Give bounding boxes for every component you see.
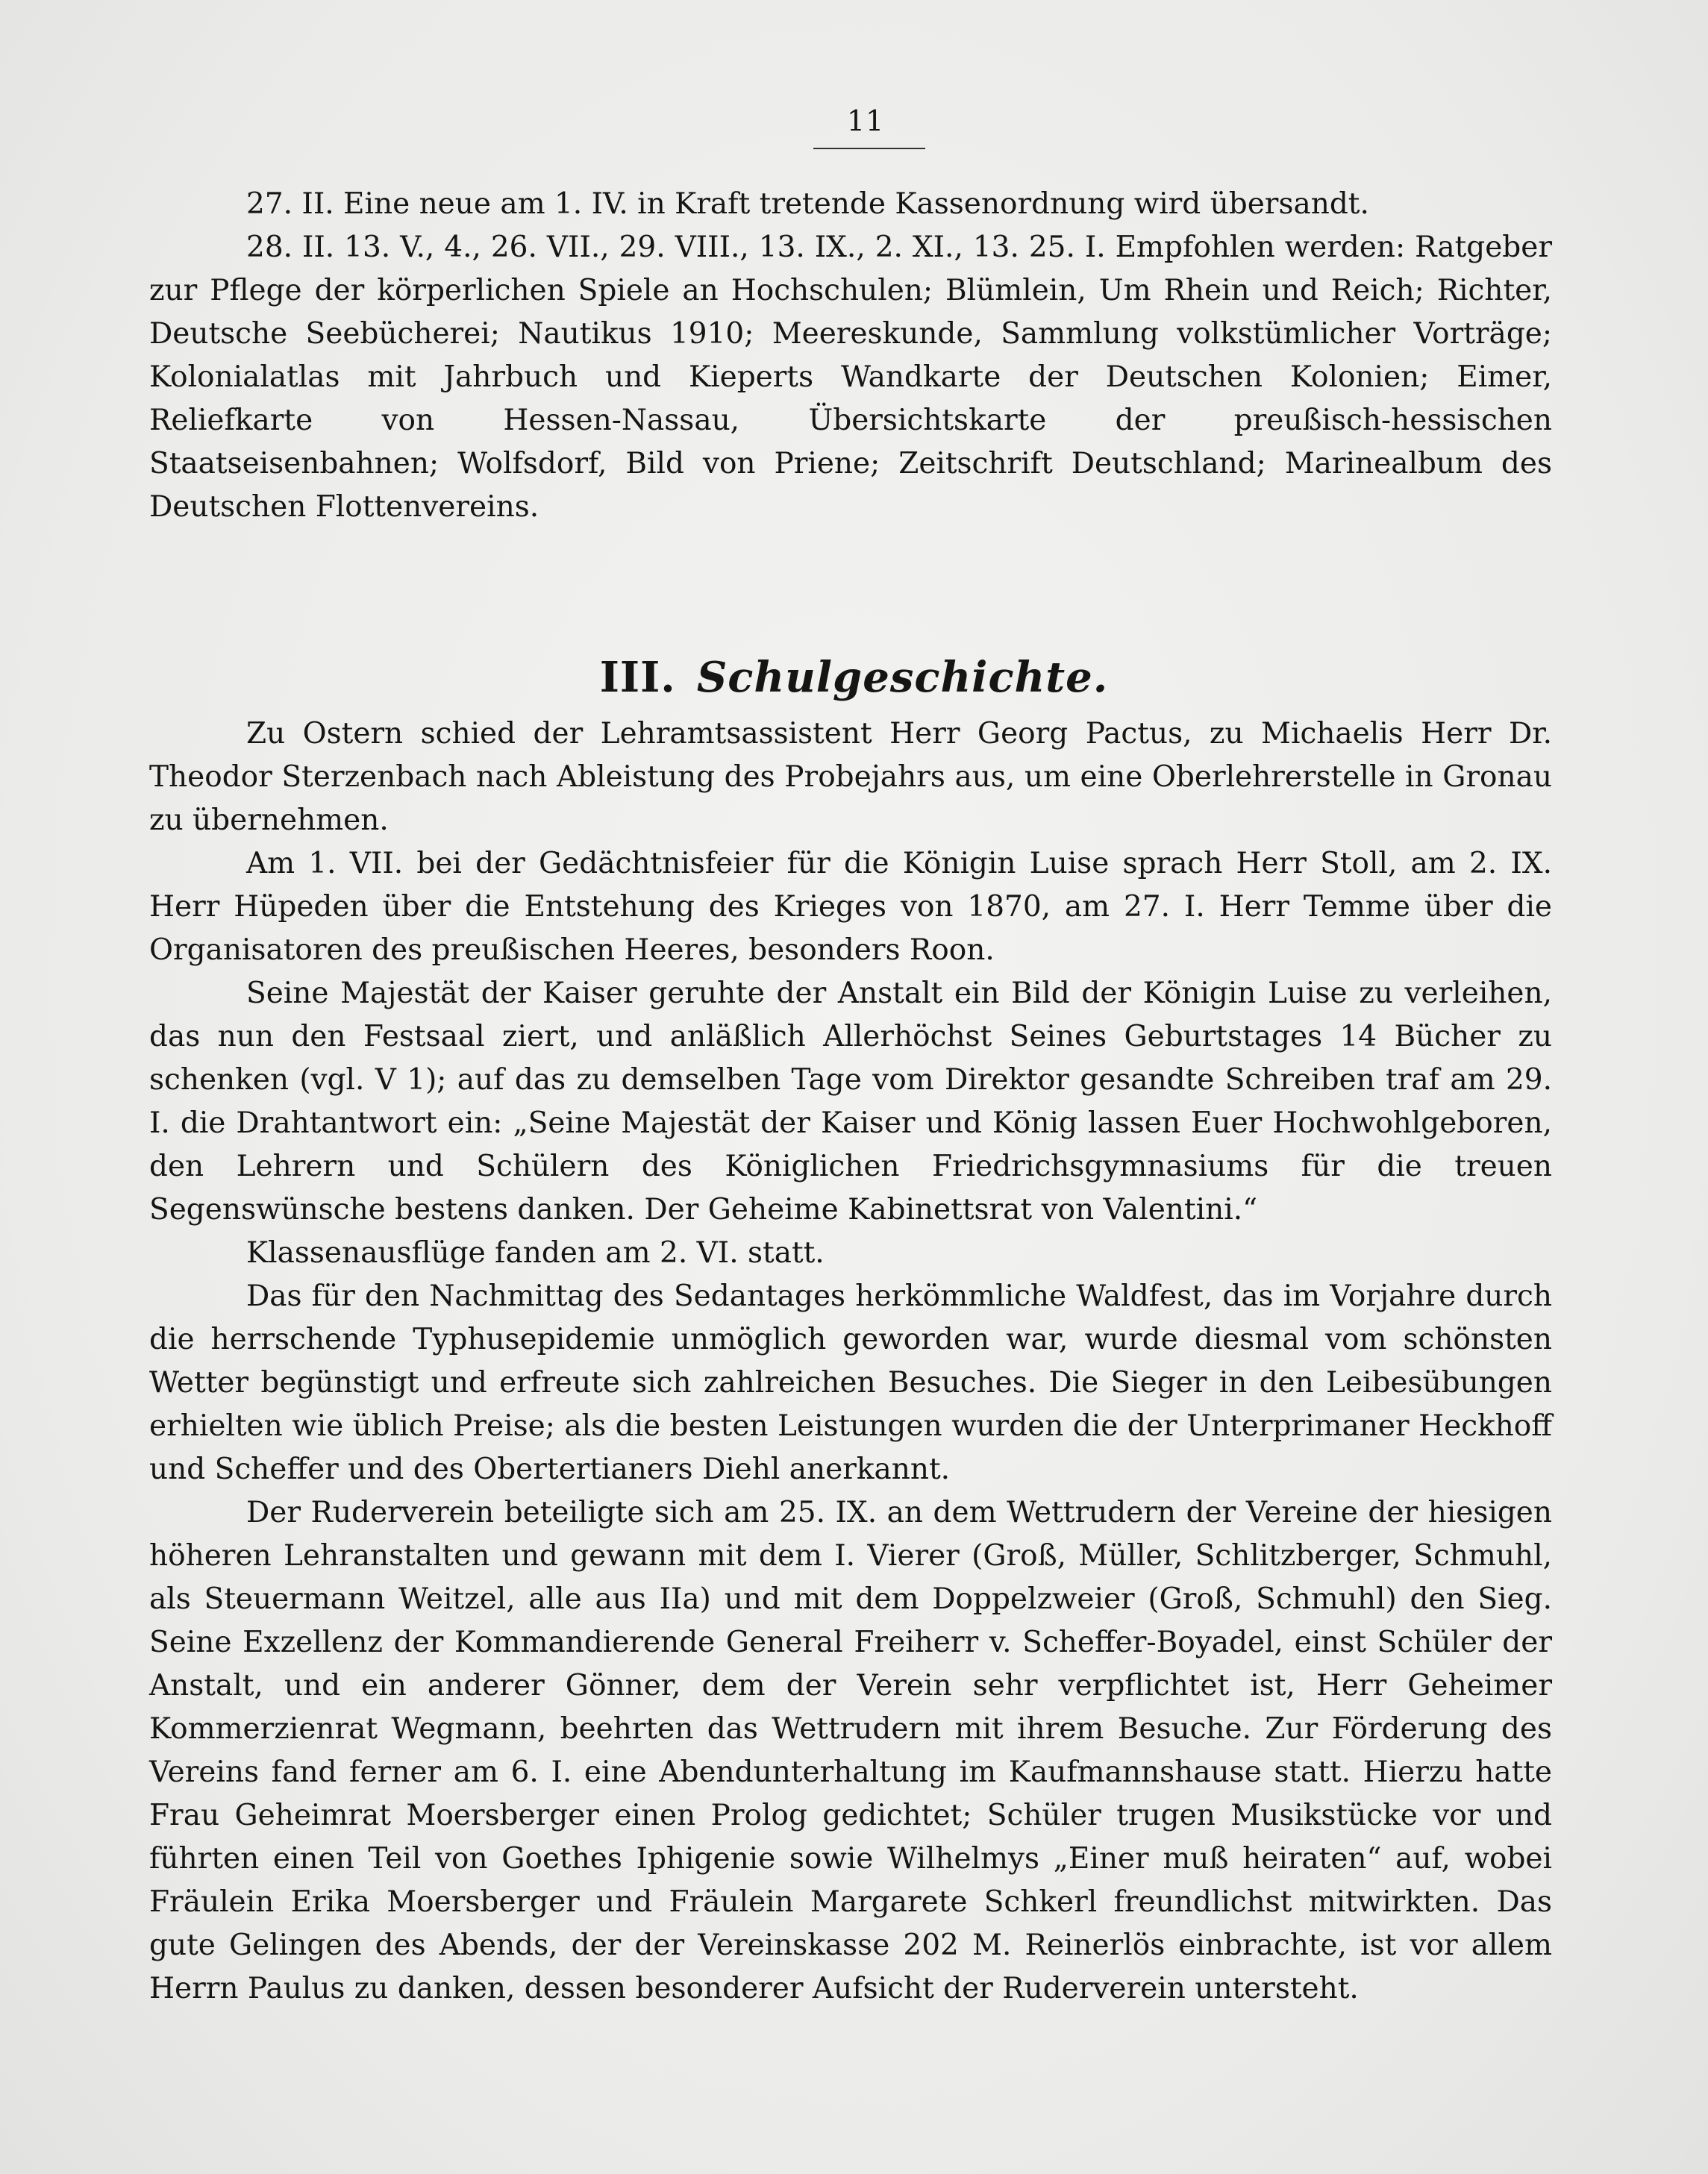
paragraph-imperial-gift: Seine Majestät der Kaiser geruhte der Anstalt ein Bild der Königin Luise zu verleihen, das nun den Festsaal ziert, und anläßlich Allerhöchst Seines Geburtstages 14 Bücher zu schenken (vgl. V 1); auf das zu demselben Tage vom Direktor gesandte Schreiben traf am 29. I. die Drahtantwort ein: „Seine Majestät der Kaiser und König lassen Euer Hochwohlgeboren, den Lehrern und Schülern des Königlichen Friedrichsgymnasiums für die treuen Segenswünsche bestens danken. Der Geheime Kabinettsrat von Valentini.“ [149, 977, 1552, 1227]
section-heading [0, 653, 1708, 702]
section-title: Schulgeschichte. [696, 653, 1109, 702]
paragraph-commemorations: Am 1. VII. bei der Gedächtnisfeier für die Königin Luise sprach Herr Stoll, am 2. IX. Herr Hüpeden über die Entstehung des Krieges von 1870, am 27. I. Herr Temme über die Organisatoren des preußischen Heeres, besonders Roon. [149, 847, 1552, 967]
chronicle-entries [149, 183, 1552, 529]
paragraph-rowing-club: Der Ruderverein beteiligte sich am 25. IX. an dem Wettrudern der Vereine der hiesigen höheren Lehranstalten und gewann mit dem I. Vierer (Groß, Müller, Schlitzberger, Schmuhl, als Steuermann Weitzel, alle aus IIa) und mit dem Doppelzweier (Groß, Schmuhl) den Sieg. Seine Exzellenz der Kommandierende General Freiherr v. Scheffer-Boyadel, einst Schüler der Anstalt, und ein anderer Gönner, dem der Verein sehr verpflichtet ist, Herr Geheimer Kommerzienrat Wegmann, beehrten das Wettrudern mit ihrem Besuche. Zur Förderung des Vereins fand ferner am 6. I. eine Abendunterhaltung im Kaufmannshause statt. Hierzu hatte Frau Geheimrat Moersberger einen Prolog gedichtet; Schüler trugen Musikstücke vor und führten einen Teil von Goethes Iphigenie sowie Wilhelmys „Einer muß heiraten“ auf, wobei Fräulein Erika Moersberger und Fräulein Margarete Schkerl freundlichst mitwirkten. Das gute Gelingen des Abends, der der Vereinskasse 202 M. Reinerlös einbrachte, ist vor allem Herrn Paulus zu danken, dessen besonderer Aufsicht der Ruderverein untersteht. [149, 1496, 1552, 2005]
page-number-rule [813, 148, 925, 149]
page-number: 11 [846, 104, 885, 137]
paragraph-excursions: Klassenausflüge fanden am 2. VI. statt. [246, 1236, 825, 1270]
chronicle-entry: 28. II. 13. V., 4., 26. VII., 29. VIII., 13. IX., 2. XI., 13. 25. I. Empfohlen werden: Ratgeber zur Pflege der körperlichen Spiele an Hochschulen; Blümlein, Um Rhein und Reich; Richter, Deutsche Seebücherei; Nautikus 1910; Meereskunde, Sammlung volkstümlicher Vorträge; Kolonialatlas mit Jahrbuch und Kieperts Wandkarte der Deutschen Kolonien; Eimer, Reliefkarte von Hessen-Nassau, Übersichtskarte der preußisch-hessischen Staatseisenbahnen; Wolfsdorf, Bild von Priene; Zeitschrift Deutschland; Marinealbum des Deutschen Flottenvereins. [149, 231, 1552, 524]
paragraph-forest-festival: Das für den Nachmittag des Sedantages herkömmliche Waldfest, das im Vorjahre durch die herrschende Typhusepidemie unmöglich geworden war, wurde diesmal vom schönsten Wetter begünstigt und erfreute sich zahlreichen Besuches. Die Sieger in den Leibesübungen erhielten wie üblich Preise; als die besten Leistungen wurden die der Unterprimaner Heckhoff und Scheffer und des Obertertianers Diehl anerkannt. [149, 1279, 1552, 1486]
school-history-body [149, 712, 1552, 2011]
paragraph-staff-changes: Zu Ostern schied der Lehramtsassistent Herr Georg Pactus, zu Michaelis Herr Dr. Theodor Sterzenbach nach Ableistung des Probejahrs aus, um eine Oberlehrerstelle in Gronau zu übernehmen. [149, 717, 1552, 837]
chronicle-entry: 27. II. Eine neue am 1. IV. in Kraft tretende Kassenordnung wird übersandt. [246, 187, 1369, 221]
section-numeral: III. [599, 653, 676, 702]
